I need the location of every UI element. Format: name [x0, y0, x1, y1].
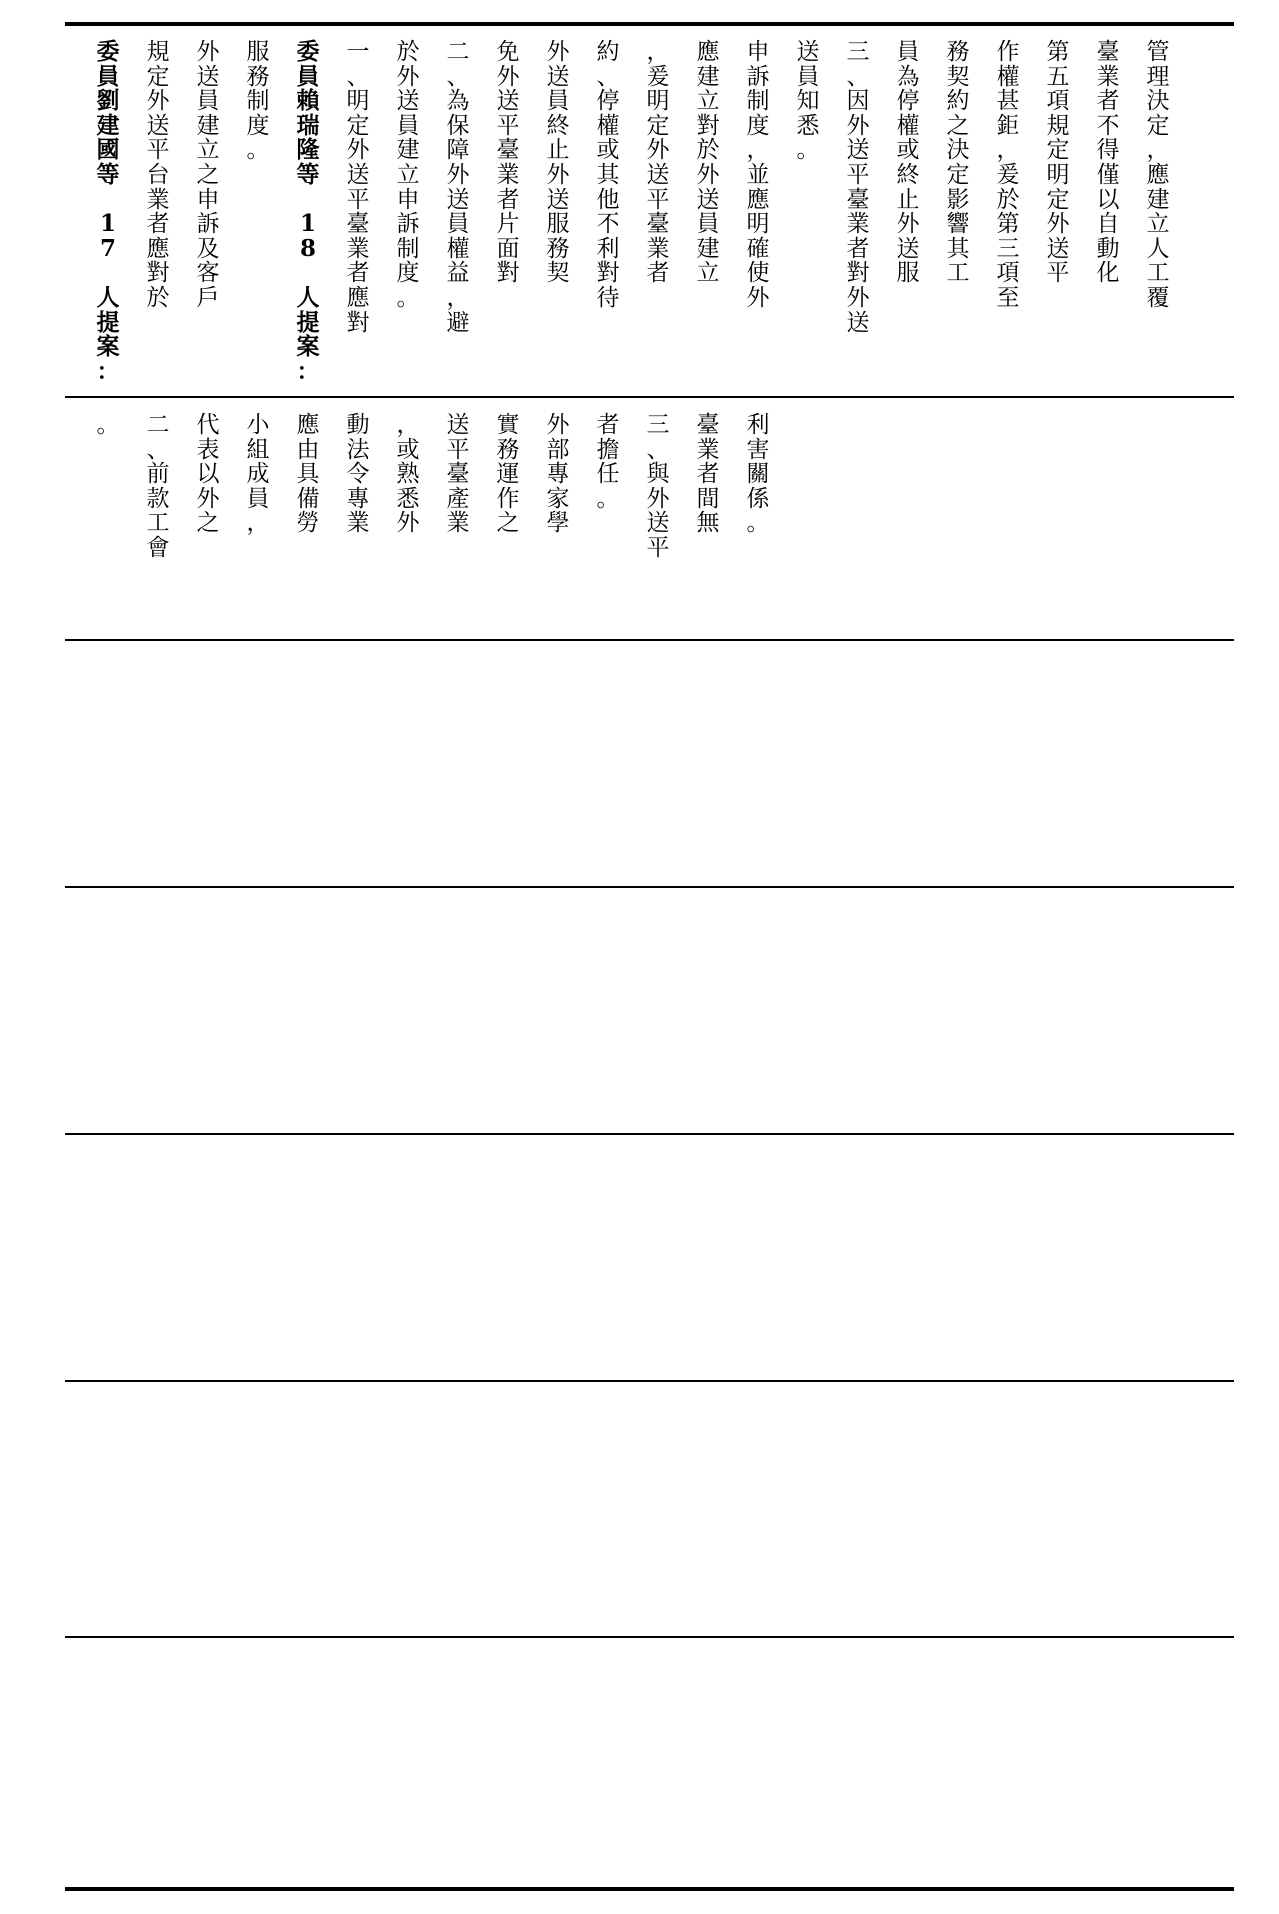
table-rule: [65, 396, 1234, 398]
text-column: 服 務 制 度 。: [246, 39, 270, 164]
text-column: 三 、 因 外 送 平 臺 業 者 對 外 送: [846, 39, 870, 336]
text-column: 應 建 立 對 於 外 送 員 建 立: [696, 39, 720, 287]
text-column: 三 、 與 外 送 平: [646, 412, 670, 561]
table-rule: [65, 1636, 1234, 1638]
text-column: 約 、 停 權 或 其 他 不 利 對 待: [596, 39, 620, 311]
text-column: 實 務 運 作 之: [496, 412, 520, 537]
text-column: 臺 業 者 間 無: [696, 412, 720, 537]
text-column: ， 爰 明 定 外 送 平 臺 業 者: [646, 39, 670, 287]
text-column: 應 由 具 備 勞: [296, 412, 320, 537]
text-column: 小 組 成 員 ，: [246, 412, 270, 537]
text-column: 臺 業 者 不 得 僅 以 自 動 化: [1096, 39, 1120, 287]
text-column: 者 擔 任 。: [596, 412, 620, 512]
text-column: 申 訴 制 度 ， 並 應 明 確 使 外: [746, 39, 770, 311]
table-rule: [65, 886, 1234, 888]
text-column: 作 權 甚 鉅 ， 爰 於 第 三 項 至: [996, 39, 1020, 311]
text-column: 代 表 以 外 之: [196, 412, 220, 537]
text-column: 員 為 停 權 或 終 止 外 送 服: [896, 39, 920, 287]
table-rule: [65, 1133, 1234, 1135]
text-column: 於 外 送 員 建 立 申 訴 制 度 。: [396, 39, 420, 311]
text-column: 管 理 決 定 ， 應 建 立 人 工 覆: [1146, 39, 1170, 311]
text-column: 二 、 為 保 障 外 送 員 權 益 ， 避: [446, 39, 470, 336]
proposal-explanation-cell: [65, 30, 1234, 400]
text-column: 外 送 員 建 立 之 申 訴 及 客 戶: [196, 39, 220, 311]
text-column: 送 平 臺 產 業: [446, 412, 470, 537]
article-text-cell: [65, 403, 1234, 635]
text-column: ， 或 熟 悉 外: [396, 412, 420, 537]
text-column: 免 外 送 平 臺 業 者 片 面 對: [496, 39, 520, 287]
text-column: 委 員 賴 瑞 隆 等 1 8 人 提 案 ：: [296, 38, 320, 385]
table-rule-top: [65, 22, 1234, 26]
text-column: 一 、 明 定 外 送 平 臺 業 者 應 對: [346, 39, 370, 336]
text-column: 委 員 劉 建 國 等 1 7 人 提 案 ：: [96, 38, 120, 385]
text-column: 外 送 員 終 止 外 送 服 務 契: [546, 39, 570, 287]
text-column: 第 五 項 規 定 明 定 外 送 平: [1046, 39, 1070, 287]
text-column: 外 部 專 家 學: [546, 412, 570, 537]
text-column: 二 、 前 款 工 會: [146, 412, 170, 561]
text-column: 。: [96, 412, 120, 438]
table-rule: [65, 639, 1234, 641]
table-rule-bottom: [65, 1887, 1234, 1891]
text-column: 務 契 約 之 決 定 影 響 其 工: [946, 39, 970, 287]
text-column: 動 法 令 專 業: [346, 412, 370, 537]
table-rule: [65, 1380, 1234, 1382]
text-column: 送 員 知 悉 。: [796, 39, 820, 164]
text-column: 利 害 關 係 。: [746, 412, 770, 537]
text-column: 規 定 外 送 平 台 業 者 應 對 於: [146, 39, 170, 311]
